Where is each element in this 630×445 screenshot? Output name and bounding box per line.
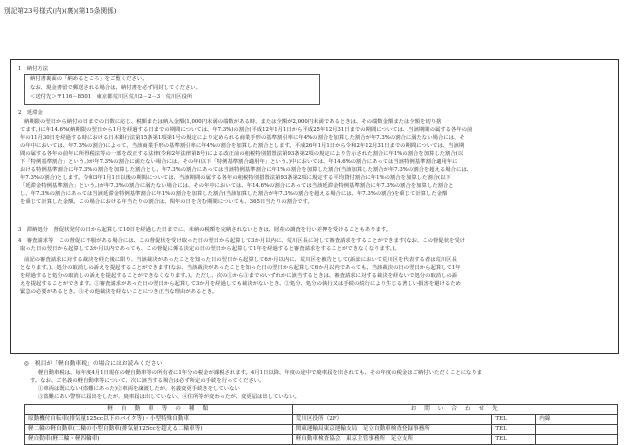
table-header-row [25,405,618,415]
contact-office-cell: 軽自動車検査協会 東京主管事務所 足立支所 [292,435,492,445]
notice-title: ◎ 税目が「軽自動車税」の場合にはお読みください [24,361,163,367]
tel-cell: TEL [492,425,536,435]
section2-line: おける特例基準割合に年7.3%の割合を加算した割合とし、年7.3%の割合にあっては当該特例基準割合に年1%の割合を加算した割合(当該加算した割合が年7.3%の割合を超える場合には、 [20,167,473,173]
section4-line: えを提起することができます。①審査請求があった日の翌日から起算して3か月を経過しても裁決がないとき。②処分、処分の執行又は手続の続行により生じる著しい損害を避けるため [20,281,461,287]
section2-line: 「延滞金特例基準割合」という。)が年7.3%の割合に満たない場合には、その年中においては、年14.6%の割合にあっては当該延滞金特例基準割合に年7.3%の割合を加算した割合と [20,183,454,189]
section2-line: 年の11月30日を経過する時における日本銀行法第15条第1項第1号の規定により定められる商業手形の基準割引率に年4%の割合を加算した割合が年7.3%の割合に満たない場合には、そ [20,135,465,141]
section1-address: ＜送付先＞〒116－8501 東京都荒川区荒川2－2－3 荒川区役所 [30,94,193,100]
contact-office-cell: 荒川区役所（2F） [292,415,492,425]
section4-line: 緊急の必要があるとき。③その他裁決を経ないことにつき正当な理由があるとき。 [20,289,218,295]
section2-line: し、年7.3%の割合にあっては当該延滞金特例基準割合に年1%の割合を加算した割合(当該加算した割合が年7.3%の割合を超える場合には、年7.3%の割合)を乗じて計算した金額 [20,191,448,197]
tel-cell: TEL [492,415,536,425]
table-row [25,415,618,425]
section4-line: となります。)、処分の取消しの訴えを提起することができます(なお、当該裁決があったことを知った日の翌日から起算して6か月以内であっても、当該裁決の日の翌日から起算して1年 [20,265,461,271]
section1-line: なお、現金書留で郵送される場合は、納付書を必ず同封してください。 [30,85,201,91]
notice-line: 軽自動車税は、毎年度4月1日現在の軽自動車等の所有者に1年分の税金が課税されます。4月1日以降、年度の途中で廃車届を出されても、その年度の税金はご納付いただくことになりま [38,370,483,376]
header-vehicle-type: 軽 自 動 車 等 の 種 類 [25,405,293,415]
section1-line: 納付書裏面の「納めるところ」をご覧ください。 [30,76,148,82]
notice-line: す。なお、ご名義の軽自動車等について、次に該当する場合は必ず所定の手続を行ってください。 [30,378,265,384]
section2-line: 年7.3%の割合)とします。令和3年1月1日以後の期間については、当該期間の属する各年の租税特別措置法第93条第2項に規定する平均貸付割合に年1%の割合を加算した割合(以下 [20,175,451,181]
section3-delinquency: 3 滞納処分 督促状発付の日から起算して10日を経過した日までに、未納の税額を完納されないときは、財産の調査を行い差押を受けることもあります。 [18,227,392,233]
extension-cell [536,425,618,435]
section4-line: 取った日の翌日から起算して3か月以内であっても、この督促に係る決定の日の翌日から起算して1年を経過すると審査請求をすることができなくなります。)。 [20,246,400,252]
table-row [25,425,618,435]
section2-heading: 2 延滞金 [18,110,43,116]
contact-office-cell: 関東運輸局東京運輸支局 足立自動車検査登録事務所 [292,425,492,435]
section2-line: 下「特例基準割合」という。)が年7.3%の割合に満たない場合には、その年(以下「特例基準割合適用年」という。)中においては、年14.6%の割合にあっては当該特例基準割合適用年に [20,159,458,165]
vehicle-type-cell: 軽自動車(軽三輪・軽四輪車) [25,435,293,445]
section2-line: てます。)に年14.6%(納期限の翌日から1月を経過する日までの期間については、年7.3%)の割合(平成12年1月1日から平成25年12月31日までの期間については、当該期間の属する各年の前 [20,127,473,133]
section2-line: の年中においては、年7.3%の割合)によって、当該商業手形の基準割引率に年4%の割合を加算した割合とします。平成26年1月1日から令和2年12月31日までの期間については、当該期 [20,143,465,149]
section4-line: を経過すると処分の取消しの訴えを提起することができなくなります。)。ただし、次の①から③までのいずれかに該当するときは、審査請求に対する裁決を経ないで処分の取消しの訴 [20,273,458,279]
header-contact: お 問 い 合 わ せ 先 [292,405,617,415]
notice-line: ③盗難にあい警察に届出をしたが、廃車届は出していない、④住所等が変わったが、変更届は出していない。 [38,394,300,400]
vehicle-type-cell: 軽二輪の軽自動車(二輪の小型自動車(排気量125ccを超える二輪車等) [25,425,293,435]
section2-line: 納期限の翌日から納付の日までの日数に応じ、税額または納入金額(1,000円未満の端数がある時、または全額が2,000円未満であるときは、その端数金額または全額を切り捨 [24,119,442,125]
section1-heading: 1 納付方法 [18,66,49,72]
section4-line: 4 審査請求等 この督促に不服がある場合には、この督促状を受け取った日の翌日から起算して3か月以内に、荒川区長に対して審査請求をすることができます(なお、この督促状を受け [18,238,466,244]
section2-line: を乗じて計算した金額。この場合における年当たりの割合は、閏年の日を含む期間についても、365日当たりの割合です。 [20,199,313,205]
vehicle-type-cell: 原動機付自転車(排気量125cc以下のバイク等)・小型特殊自動車 [25,415,293,425]
extension-cell [536,435,618,445]
table-row [25,435,618,445]
section4-line: 前記の審査請求に対する裁決を経た後に限り、当該裁決があったことを知った日の翌日から起算して6か月以内に、荒川区を被告として(訴訟において荒川区を代表する者は荒川区長 [24,257,457,263]
notice-line: ①車両は既にない(盗難にあった)②車両を譲渡したが、名義変更手続きをしていない [38,386,240,392]
form-number-header: 別記第23号様式(内)(裏)(第15条関係) [4,7,117,15]
tel-cell: TEL [492,435,536,445]
section2-line: 間の属する各年の前年に所得税法等の一部を改正する法律(令和2年法律第8号)による改正前の租税特別措置法第93条第2項の規定により告示された割合に年1%の割合を加算した割合(以 [20,151,464,157]
extension-cell: 内線 [536,415,618,425]
